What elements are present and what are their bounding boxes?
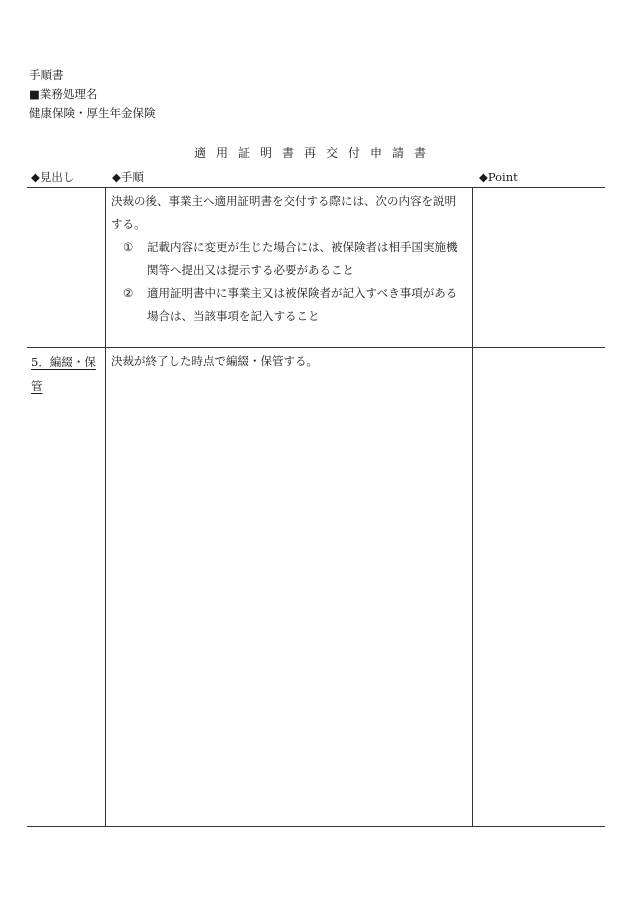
column-divider-left — [105, 187, 106, 827]
column-header-point: ◆Point — [479, 170, 518, 184]
document-type: 手順書 — [29, 68, 64, 82]
procedure-step-text: 決裁が終了した時点で編綴・保管する。 — [111, 354, 318, 368]
section-heading-filing: 5．編綴・保管 — [31, 355, 96, 393]
page-title: 適用証明書再交付申請書 — [193, 146, 436, 160]
row-divider — [27, 347, 605, 348]
column-header-procedure: ◆手順 — [112, 170, 144, 184]
list-item-number: ① — [123, 240, 134, 254]
column-divider-right — [472, 187, 473, 827]
table-top-rule — [27, 187, 605, 188]
list-item-number: ② — [123, 286, 134, 300]
list-item-text: 適用証明書中に事業主又は被保険者が記入すべき事項がある場合は、当該事項を記入すること — [147, 286, 458, 323]
table-bottom-rule — [27, 826, 605, 827]
procedure-intro-text: 決裁の後、事業主へ適用証明書を交付する際には、次の内容を説明する。 — [111, 194, 456, 231]
list-item-text: 記載内容に変更が生じた場合には、被保険者は相手国実施機関等へ提出又は提示する必要があること — [147, 240, 458, 277]
business-label: ■業務処理名 — [29, 87, 98, 101]
column-header-heading: ◆見出し — [31, 170, 75, 184]
business-name: 健康保険・厚生年金保険 — [29, 106, 156, 120]
